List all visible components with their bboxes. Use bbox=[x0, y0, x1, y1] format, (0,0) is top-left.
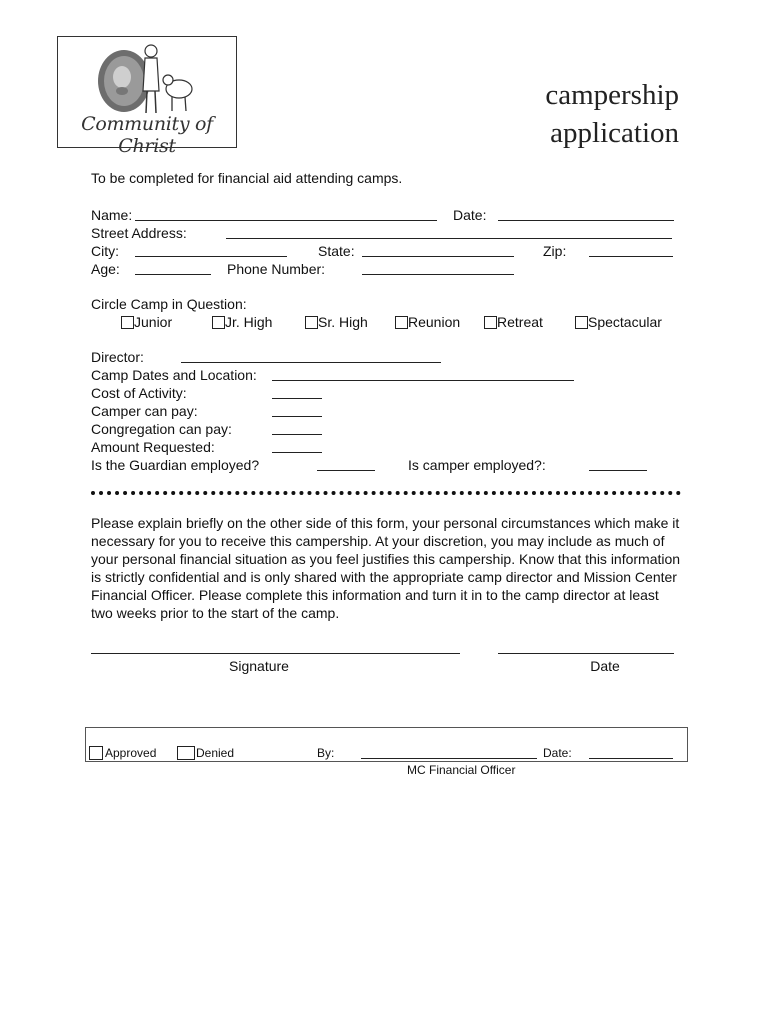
dates-location-field[interactable] bbox=[272, 380, 574, 381]
date-field[interactable] bbox=[498, 220, 674, 221]
camper-employed-label: Is camper employed?: bbox=[408, 457, 546, 473]
age-label: Age: bbox=[91, 261, 120, 277]
signature-field[interactable] bbox=[91, 653, 460, 654]
option-reunion-label: Reunion bbox=[408, 314, 461, 330]
phone-field[interactable] bbox=[362, 274, 514, 275]
checkbox-approved[interactable] bbox=[89, 746, 103, 760]
director-label: Director: bbox=[91, 349, 144, 365]
signature-date-field[interactable] bbox=[498, 653, 674, 654]
amount-requested-label: Amount Requested: bbox=[91, 439, 215, 455]
signature-date-label: Date bbox=[590, 658, 620, 674]
zip-label: Zip: bbox=[543, 243, 567, 259]
option-spectacular-label: Spectacular bbox=[588, 314, 662, 330]
checkbox-jr-high[interactable] bbox=[212, 316, 225, 329]
dotted-separator bbox=[91, 491, 681, 495]
dates-location-label: Camp Dates and Location: bbox=[91, 367, 257, 383]
option-junior-label: Junior bbox=[134, 314, 173, 330]
camper-pay-label: Camper can pay: bbox=[91, 403, 198, 419]
lion-child-lamb-emblem-icon bbox=[58, 41, 236, 121]
guardian-employed-label: Is the Guardian employed? bbox=[91, 457, 260, 473]
option-jr-high-label: Jr. High bbox=[225, 314, 273, 330]
option-sr-high-label: Sr. High bbox=[318, 314, 368, 330]
state-label: State: bbox=[318, 243, 355, 259]
approved-label: Approved bbox=[105, 746, 157, 760]
by-label: By: bbox=[317, 746, 335, 760]
camper-pay-field[interactable] bbox=[272, 416, 322, 417]
explanation-text: Please explain briefly on the other side of this form, your personal circumstances which make it necessary for you to receive this campership. At your discretion, you may include as much of your personal financial situation as you feel justifies this campership. Know that this information is strictly confidential and is only shared with the appropriate camp director and Mission Center Financial Officer. Please complete this information and turn it in to the camp director at least two weeks prior to the start of the camp. bbox=[91, 515, 681, 621]
age-field[interactable] bbox=[135, 274, 211, 275]
city-field[interactable] bbox=[135, 256, 287, 257]
street-label: Street Address: bbox=[91, 225, 187, 241]
guardian-employed-field[interactable] bbox=[317, 470, 375, 471]
amount-requested-field[interactable] bbox=[272, 452, 322, 453]
approval-box bbox=[85, 727, 688, 762]
option-retreat-label: Retreat bbox=[497, 314, 543, 330]
director-field[interactable] bbox=[181, 362, 441, 363]
street-field[interactable] bbox=[226, 238, 672, 239]
checkbox-junior[interactable] bbox=[121, 316, 134, 329]
state-field[interactable] bbox=[362, 256, 514, 257]
name-label: Name: bbox=[91, 207, 133, 223]
congregation-pay-label: Congregation can pay: bbox=[91, 421, 232, 437]
form-title-line2: application bbox=[550, 117, 679, 149]
congregation-pay-field[interactable] bbox=[272, 434, 322, 435]
name-field[interactable] bbox=[135, 220, 437, 221]
date-label: Date: bbox=[453, 207, 487, 223]
checkbox-retreat[interactable] bbox=[484, 316, 497, 329]
checkbox-sr-high[interactable] bbox=[305, 316, 318, 329]
checkbox-denied[interactable] bbox=[177, 746, 195, 760]
logo-wordmark: Community of Christ bbox=[81, 113, 213, 157]
zip-field[interactable] bbox=[589, 256, 673, 257]
checkbox-reunion[interactable] bbox=[395, 316, 408, 329]
checkbox-spectacular[interactable] bbox=[575, 316, 588, 329]
form-title bbox=[545, 76, 679, 152]
form-title-line1: campership bbox=[545, 79, 679, 111]
by-field[interactable] bbox=[361, 758, 537, 759]
officer-label: MC Financial Officer bbox=[407, 763, 516, 777]
signature-label: Signature bbox=[229, 658, 289, 674]
cost-label: Cost of Activity: bbox=[91, 385, 187, 401]
approval-date-label: Date: bbox=[543, 746, 572, 760]
cost-field[interactable] bbox=[272, 398, 322, 399]
phone-label: Phone Number: bbox=[227, 261, 326, 277]
camper-employed-field[interactable] bbox=[589, 470, 647, 471]
camp-label: Circle Camp in Question: bbox=[91, 296, 247, 312]
intro-text: To be completed for financial aid attending camps. bbox=[91, 170, 403, 186]
approval-date-field[interactable] bbox=[589, 758, 673, 759]
denied-label: Denied bbox=[196, 746, 235, 760]
city-label: City: bbox=[91, 243, 119, 259]
